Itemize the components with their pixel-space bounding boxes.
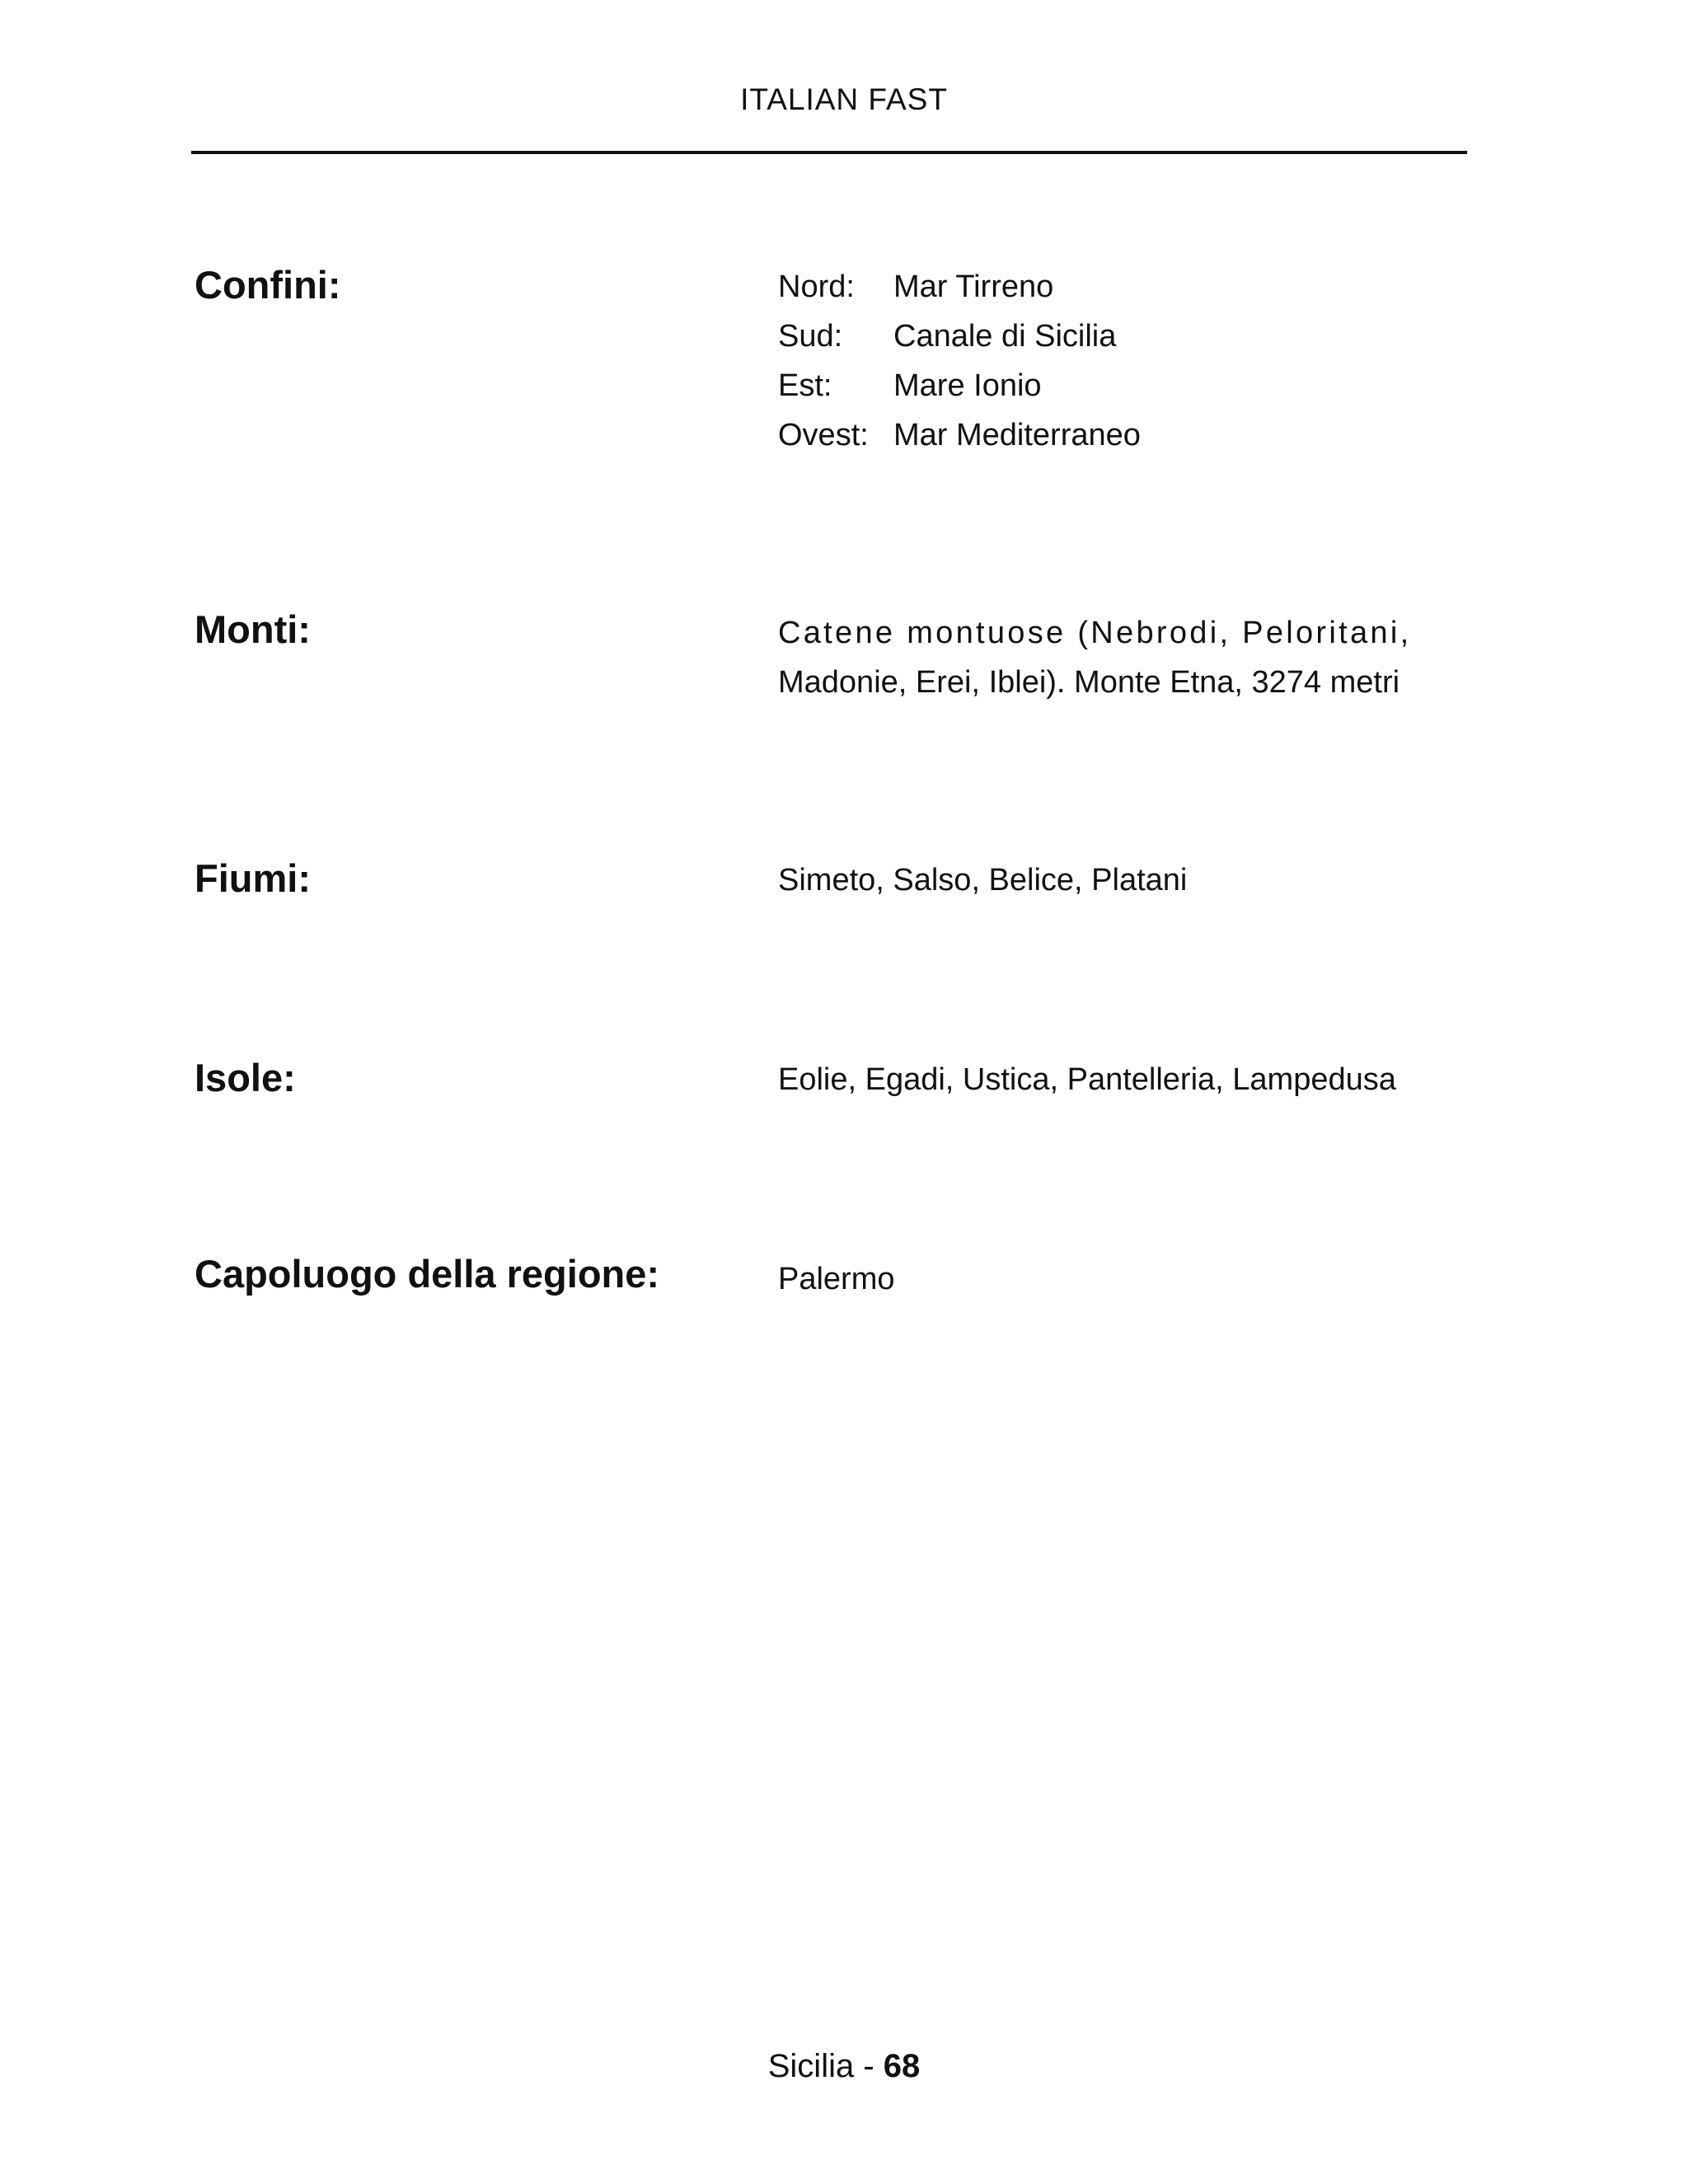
fiumi-label: Fiumi: (195, 856, 311, 900)
border-row (778, 262, 1141, 312)
footer-region: Sicilia - (767, 2048, 874, 2084)
running-head: ITALIAN FAST (740, 82, 948, 116)
monti-label: Monti: (195, 607, 311, 651)
monti-line-1: Catene montuose (Nebrodi, Peloritani, (778, 616, 1412, 650)
border-row (778, 312, 1141, 361)
confini-list (778, 262, 1141, 460)
border-direction: Nord: (778, 269, 855, 304)
fiumi-value: Simeto, Salso, Belice, Platani (778, 863, 1188, 898)
page-footer (0, 2048, 1688, 2085)
capoluogo-value: Palermo (778, 1262, 895, 1296)
page-number: 68 (883, 2048, 921, 2084)
border-sea: Mar Tirreno (893, 269, 1054, 304)
monti-line-2: Madonie, Erei, Iblei). Monte Etna, 3274 metri (778, 665, 1400, 700)
isole-value: Eolie, Egadi, Ustica, Pantelleria, Lampedusa (778, 1062, 1396, 1097)
border-sea: Mare Ionio (893, 368, 1042, 403)
header-rule (191, 151, 1467, 154)
border-direction: Ovest: (778, 418, 869, 452)
border-row (778, 410, 1141, 460)
border-direction: Sud: (778, 319, 843, 354)
confini-label: Confini: (195, 263, 341, 307)
border-row (778, 361, 1141, 410)
border-sea: Mar Mediterraneo (893, 418, 1141, 452)
border-direction: Est: (778, 368, 832, 403)
isole-label: Isole: (195, 1056, 296, 1099)
capoluogo-label: Capoluogo della regione: (195, 1252, 660, 1296)
monti-value (778, 608, 1411, 707)
border-sea: Canale di Sicilia (893, 319, 1117, 354)
